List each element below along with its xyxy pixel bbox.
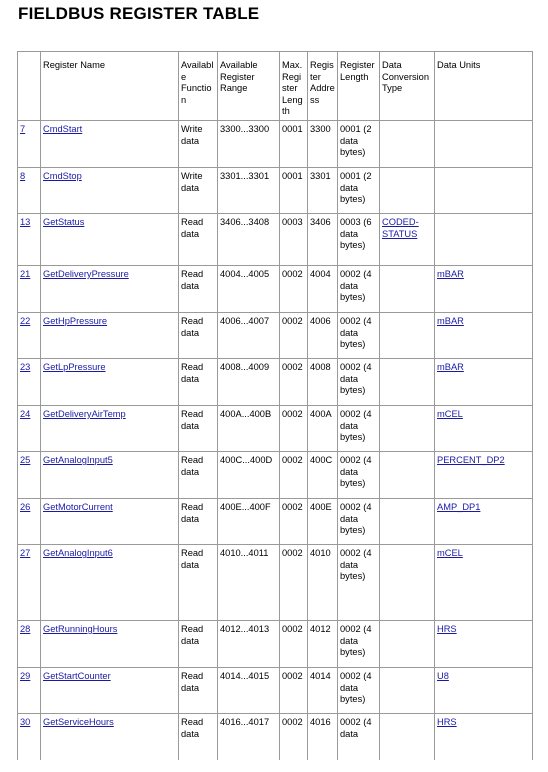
cell-data-units — [435, 499, 533, 545]
cell-row-index — [18, 499, 41, 545]
cell-data-units — [435, 668, 533, 714]
cell-register-name — [41, 621, 179, 668]
cell-max-register-length: 0002 — [280, 668, 308, 714]
table-row — [18, 121, 533, 168]
row-index-link[interactable]: 13 — [20, 217, 31, 227]
row-index-link[interactable]: 27 — [20, 548, 31, 558]
cell-available-function: Read data — [179, 359, 218, 406]
header-register-name: Register Name — [41, 52, 179, 121]
data-units-link[interactable]: HRS — [437, 624, 457, 634]
cell-register-name — [41, 406, 179, 452]
cell-available-function: Read data — [179, 406, 218, 452]
data-units-link[interactable]: mBAR — [437, 362, 464, 372]
header-data-conversion-type: Data Conversion Type — [380, 52, 435, 121]
cell-data-conversion — [380, 545, 435, 621]
cell-max-register-length: 0002 — [280, 313, 308, 359]
cell-data-conversion — [380, 168, 435, 214]
cell-data-conversion — [380, 714, 435, 760]
row-index-link[interactable]: 21 — [20, 269, 31, 279]
row-index-link[interactable]: 24 — [20, 409, 31, 419]
cell-register-name — [41, 714, 179, 760]
register-name-link[interactable]: GetRunningHours — [43, 624, 118, 634]
cell-max-register-length: 0002 — [280, 266, 308, 313]
cell-available-function: Read data — [179, 313, 218, 359]
data-units-link[interactable]: mBAR — [437, 316, 464, 326]
cell-register-range: 400E...400F — [218, 499, 280, 545]
cell-max-register-length: 0002 — [280, 714, 308, 760]
cell-register-length: 0002 (4 data bytes) — [338, 266, 380, 313]
row-index-link[interactable]: 23 — [20, 362, 31, 372]
table-row — [18, 214, 533, 266]
cell-register-address: 3301 — [308, 168, 338, 214]
cell-row-index — [18, 121, 41, 168]
cell-register-name — [41, 121, 179, 168]
register-name-link[interactable]: CmdStop — [43, 171, 82, 181]
cell-data-units — [435, 121, 533, 168]
cell-register-name — [41, 168, 179, 214]
cell-row-index — [18, 359, 41, 406]
cell-register-range: 400C...400D — [218, 452, 280, 499]
cell-available-function: Write data — [179, 121, 218, 168]
cell-data-units — [435, 313, 533, 359]
cell-register-range: 4008...4009 — [218, 359, 280, 406]
table-row — [18, 359, 533, 406]
register-table — [17, 51, 533, 760]
cell-data-units — [435, 214, 533, 266]
header-register-address: Register Address — [308, 52, 338, 121]
data-units-link[interactable]: AMP_DP1 — [437, 502, 481, 512]
cell-register-length: 0002 (4 data bytes) — [338, 621, 380, 668]
cell-register-address: 4010 — [308, 545, 338, 621]
cell-data-units — [435, 621, 533, 668]
cell-register-range: 4016...4017 — [218, 714, 280, 760]
cell-row-index — [18, 714, 41, 760]
cell-register-range: 4014...4015 — [218, 668, 280, 714]
cell-max-register-length: 0002 — [280, 359, 308, 406]
cell-row-index — [18, 545, 41, 621]
cell-row-index — [18, 452, 41, 499]
register-name-link[interactable]: GetMotorCurrent — [43, 502, 113, 512]
cell-max-register-length: 0002 — [280, 406, 308, 452]
cell-available-function: Read data — [179, 621, 218, 668]
cell-row-index — [18, 406, 41, 452]
cell-available-function: Read data — [179, 214, 218, 266]
cell-register-address: 400A — [308, 406, 338, 452]
cell-data-units — [435, 545, 533, 621]
cell-register-address: 4006 — [308, 313, 338, 359]
cell-row-index — [18, 621, 41, 668]
data-conversion-link[interactable]: CODED-STATUS — [382, 217, 419, 239]
cell-available-function: Read data — [179, 668, 218, 714]
data-units-link[interactable]: PERCENT_DP2 — [437, 455, 505, 465]
cell-max-register-length: 0002 — [280, 621, 308, 668]
header-max-register-length: Max. Register Length — [280, 52, 308, 121]
cell-row-index — [18, 214, 41, 266]
cell-register-name — [41, 452, 179, 499]
table-row — [18, 452, 533, 499]
register-name-link[interactable]: GetHpPressure — [43, 316, 108, 326]
table-header-row — [18, 52, 533, 121]
row-index-link[interactable]: 30 — [20, 717, 31, 727]
cell-register-address: 4016 — [308, 714, 338, 760]
header-register-length: Register Length — [338, 52, 380, 121]
cell-available-function: Read data — [179, 499, 218, 545]
register-name-link[interactable]: GetAnalogInput5 — [43, 455, 113, 465]
cell-register-length: 0002 (4 data bytes) — [338, 359, 380, 406]
table-row — [18, 545, 533, 621]
cell-row-index — [18, 266, 41, 313]
cell-register-length: 0002 (4 data bytes) — [338, 499, 380, 545]
cell-data-conversion — [380, 121, 435, 168]
header-index — [18, 52, 41, 121]
table-row — [18, 406, 533, 452]
cell-register-name — [41, 266, 179, 313]
data-units-link[interactable]: mCEL — [437, 548, 463, 558]
cell-register-range: 3406...3408 — [218, 214, 280, 266]
cell-register-name — [41, 313, 179, 359]
cell-max-register-length: 0001 — [280, 121, 308, 168]
register-name-link[interactable]: GetLpPressure — [43, 362, 106, 372]
cell-register-address: 3406 — [308, 214, 338, 266]
cell-row-index — [18, 168, 41, 214]
register-name-link[interactable]: GetDeliveryPressure — [43, 269, 129, 279]
cell-data-conversion — [380, 621, 435, 668]
row-index-link[interactable]: 22 — [20, 316, 31, 326]
cell-register-range: 3300...3300 — [218, 121, 280, 168]
row-index-link[interactable]: 28 — [20, 624, 31, 634]
cell-register-range: 4012...4013 — [218, 621, 280, 668]
cell-data-conversion — [380, 406, 435, 452]
cell-register-address: 400C — [308, 452, 338, 499]
cell-register-length: 0001 (2 data bytes) — [338, 121, 380, 168]
cell-data-conversion — [380, 214, 435, 266]
table-row — [18, 499, 533, 545]
table-row — [18, 266, 533, 313]
header-register-range: Available Register Range — [218, 52, 280, 121]
row-index-link[interactable]: 8 — [20, 171, 26, 181]
cell-max-register-length: 0001 — [280, 168, 308, 214]
cell-register-name — [41, 668, 179, 714]
table-row — [18, 668, 533, 714]
table-row — [18, 313, 533, 359]
cell-register-length: 0002 (4 data bytes) — [338, 406, 380, 452]
cell-available-function: Read data — [179, 545, 218, 621]
cell-register-length: 0002 (4 data bytes) — [338, 452, 380, 499]
data-units-link[interactable]: U8 — [437, 671, 449, 681]
cell-max-register-length: 0002 — [280, 452, 308, 499]
cell-data-conversion — [380, 266, 435, 313]
cell-register-address: 4012 — [308, 621, 338, 668]
register-name-link[interactable]: GetDeliveryAirTemp — [43, 409, 126, 419]
cell-data-units — [435, 168, 533, 214]
cell-register-range: 400A...400B — [218, 406, 280, 452]
row-index-link[interactable]: 7 — [20, 124, 26, 134]
cell-register-address: 4014 — [308, 668, 338, 714]
cell-register-range: 3301...3301 — [218, 168, 280, 214]
cell-available-function: Read data — [179, 714, 218, 760]
cell-register-address: 4008 — [308, 359, 338, 406]
cell-register-address: 400E — [308, 499, 338, 545]
header-data-units: Data Units — [435, 52, 533, 121]
cell-register-address: 3300 — [308, 121, 338, 168]
cell-register-range: 4004...4005 — [218, 266, 280, 313]
register-name-link[interactable]: CmdStart — [43, 124, 83, 134]
cell-available-function: Write data — [179, 168, 218, 214]
row-index-link[interactable]: 25 — [20, 455, 31, 465]
cell-max-register-length: 0003 — [280, 214, 308, 266]
cell-register-name — [41, 359, 179, 406]
cell-register-address: 4004 — [308, 266, 338, 313]
data-units-link[interactable]: mBAR — [437, 269, 464, 279]
table-row — [18, 714, 533, 760]
cell-data-units — [435, 359, 533, 406]
cell-register-length: 0001 (2 data bytes) — [338, 168, 380, 214]
cell-data-conversion — [380, 499, 435, 545]
cell-data-conversion — [380, 359, 435, 406]
cell-register-range: 4010...4011 — [218, 545, 280, 621]
cell-data-units — [435, 266, 533, 313]
cell-register-length: 0003 (6 data bytes) — [338, 214, 380, 266]
register-name-link[interactable]: GetAnalogInput6 — [43, 548, 113, 558]
cell-max-register-length: 0002 — [280, 499, 308, 545]
cell-row-index — [18, 313, 41, 359]
cell-register-length: 0002 (4 data — [338, 714, 380, 760]
cell-data-units — [435, 714, 533, 760]
cell-register-name — [41, 499, 179, 545]
table-row — [18, 621, 533, 668]
cell-row-index — [18, 668, 41, 714]
cell-data-units — [435, 452, 533, 499]
cell-data-conversion — [380, 668, 435, 714]
register-name-link[interactable]: GetStatus — [43, 217, 85, 227]
cell-register-name — [41, 545, 179, 621]
cell-data-conversion — [380, 452, 435, 499]
cell-max-register-length: 0002 — [280, 545, 308, 621]
cell-data-conversion — [380, 313, 435, 359]
row-index-link[interactable]: 26 — [20, 502, 31, 512]
cell-register-length: 0002 (4 data bytes) — [338, 313, 380, 359]
page-title: FIELDBUS REGISTER TABLE — [18, 4, 260, 23]
header-available-function: Available Function — [179, 52, 218, 121]
register-name-link[interactable]: GetServiceHours — [43, 717, 114, 727]
cell-register-length: 0002 (4 data bytes) — [338, 668, 380, 714]
cell-register-range: 4006...4007 — [218, 313, 280, 359]
cell-available-function: Read data — [179, 452, 218, 499]
data-units-link[interactable]: HRS — [437, 717, 457, 727]
row-index-link[interactable]: 29 — [20, 671, 31, 681]
register-name-link[interactable]: GetStartCounter — [43, 671, 111, 681]
data-units-link[interactable]: mCEL — [437, 409, 463, 419]
cell-data-units — [435, 406, 533, 452]
cell-register-length: 0002 (4 data bytes) — [338, 545, 380, 621]
table-row — [18, 168, 533, 214]
cell-register-name — [41, 214, 179, 266]
cell-available-function: Read data — [179, 266, 218, 313]
